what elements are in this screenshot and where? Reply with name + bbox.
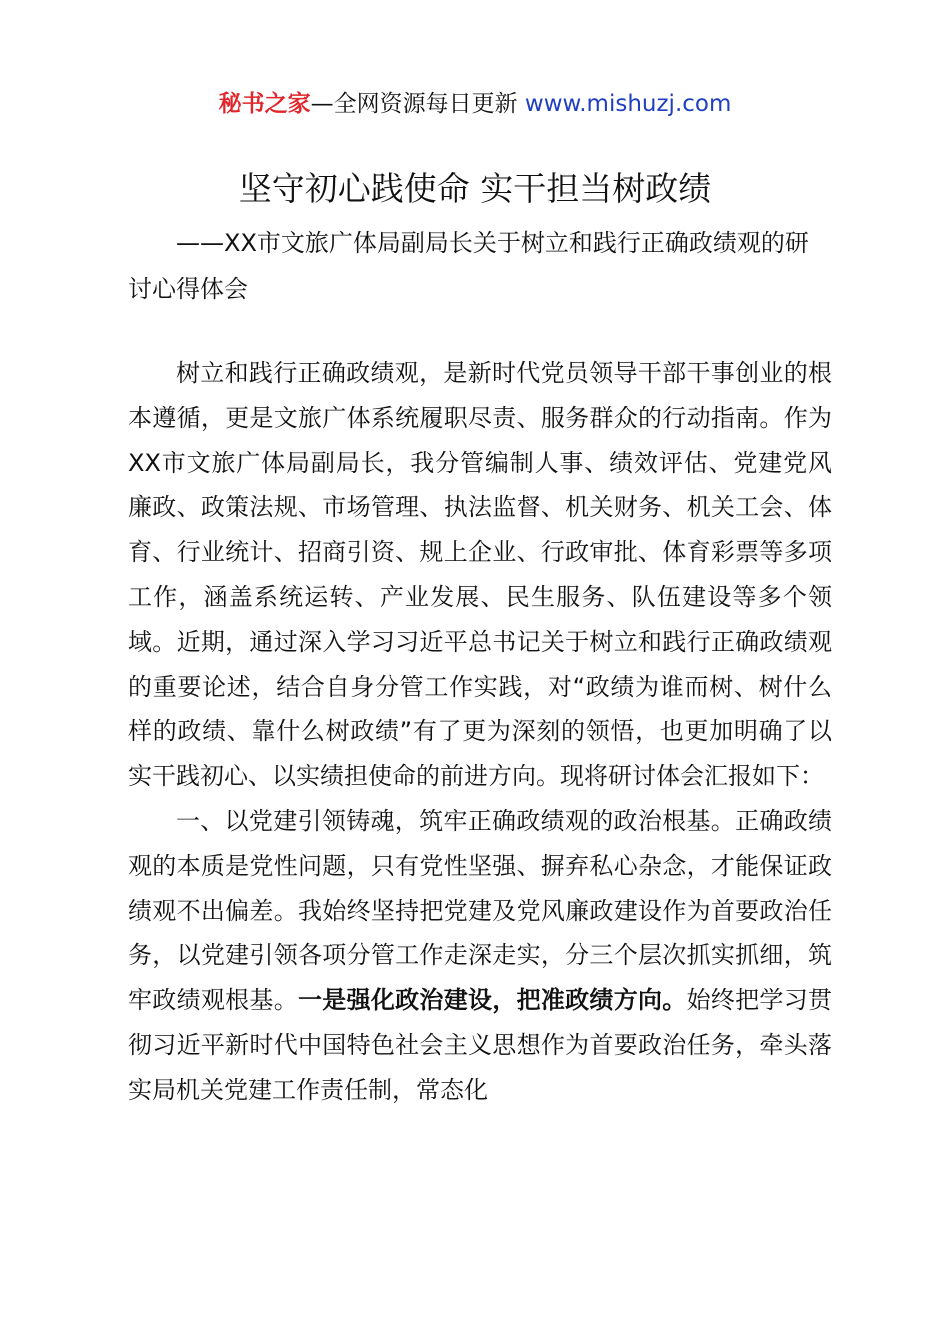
brand-name: 秘书之家 <box>218 91 311 117</box>
section-one-tail: 始终把学习贯彻习近平新时代中国特色社会主义思想作为首要政治任务，牵头落实局机关党建工作责任制，常态化 <box>128 986 833 1104</box>
intro-paragraph: 树立和践行正确政绩观，是新时代党员领导干部干事创业的根本遵循，更是文旅广体系统履职尽责、服务群众的行动指南。作为XX市文旅广体局副局长，我分管编制人事、绩效评估、党建党风廉政、政策法规、市场管理、执法监督、机关财务、机关工会、体育、行业统计、招商引资、规上企业、行政审批、体育彩票等多项工作，涵盖系统运转、产业发展、民生服务、队伍建设等多个领域。近期，通过深入学习习近平总书记关于树立和践行正确政绩观的重要论述，结合自身分管工作实践，对“政绩为谁而树、树什么样的政绩、靠什么树政绩”有了更为深刻的领悟，也更加明确了以实干践初心、以实绩担使命的前进方向。现将研讨体会汇报如下： <box>128 359 832 791</box>
section-one-paragraph <box>128 799 832 1113</box>
document-body <box>128 351 832 1113</box>
section-one-bold-point: 一是强化政治建设，把准政绩方向。 <box>298 986 687 1015</box>
document-subtitle: ——XX市文旅广体局副局长关于树立和践行正确政绩观的研讨心得体会 <box>128 229 809 303</box>
section-one-lead: 一、以党建引领铸魂，筑牢正确政绩观的政治根基。正确政绩观的本质是党性问题，只有党性坚强、摒弃私心杂念，才能保证政绩观不出偏差。我始终坚持把党建及党风廉政建设作为首要政治任务，以党建引领各项分管工作走深走实，分三个层次抓实抓细，筑牢政绩观根基。 <box>128 806 832 1015</box>
header-tagline: —全网资源每日更新 <box>310 91 525 117</box>
document-title: 坚守初心践使命 实干担当树政绩 <box>238 169 712 208</box>
site-header-banner <box>0 88 950 120</box>
site-url-link[interactable]: www.mishuzj.com <box>524 91 732 117</box>
